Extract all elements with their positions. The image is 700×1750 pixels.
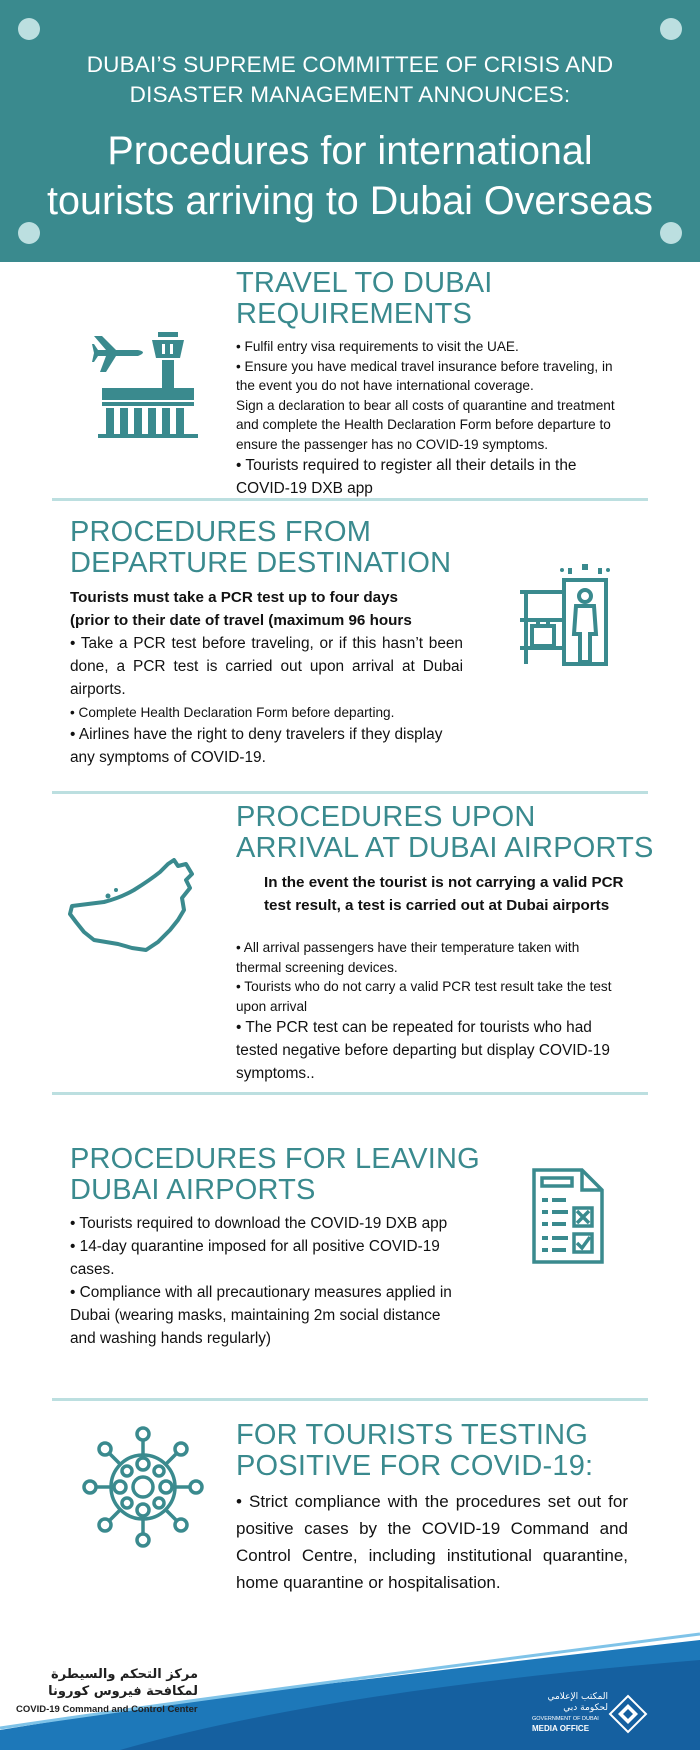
bullet: • Complete Health Declaration Form before departing. — [70, 705, 395, 720]
right-logo-english: MEDIA OFFICE — [532, 1724, 590, 1733]
right-logo-gov: GOVERNMENT OF DUBAI — [532, 1716, 599, 1722]
leaving-body — [70, 1212, 462, 1350]
section-title-positive — [236, 1420, 593, 1482]
bullet: • Tourists required to download the COVID-19 DXB app — [70, 1215, 448, 1232]
airport-tower-icon — [92, 330, 202, 438]
title-line: ARRIVAL AT DUBAI AIRPORTS — [236, 832, 654, 864]
bullet: • Airlines have the right to deny travelers if they display any symptoms of COVID-19. — [70, 725, 443, 766]
right-logo-arabic — [528, 1692, 608, 1714]
logo-line: مركز التحكم والسيطرة — [51, 1667, 198, 1682]
bullet: • Take a PCR test before traveling, or if this hasn’t been done, a PCR test is carried out upon arrival at Dubai airports. — [70, 635, 463, 698]
bullet: • Fulfil entry visa requirements to visit the UAE. — [236, 339, 519, 354]
title-line: PROCEDURES FOR LEAVING — [70, 1143, 480, 1175]
title-line: TRAVEL TO DUBAI — [236, 267, 493, 299]
title-line: REQUIREMENTS — [236, 298, 473, 330]
section-divider — [52, 498, 648, 501]
kicker-line: DISASTER MANAGEMENT ANNOUNCES: — [129, 82, 571, 107]
bullet: • All arrival passengers have their temperature taken with thermal screening devices. — [236, 940, 580, 975]
virus-icon — [80, 1424, 206, 1550]
logo-line: لمكافحة فيروس كورونا — [48, 1684, 198, 1699]
section-title-travel — [236, 268, 493, 330]
title-line: tourists arriving to Dubai Overseas — [47, 179, 653, 223]
section-title-arrival — [236, 802, 654, 864]
left-logo-arabic — [18, 1666, 198, 1700]
section-title-departure — [70, 517, 451, 579]
title-line: POSITIVE FOR COVID-19: — [236, 1450, 594, 1482]
bullet: • Tourists who do not carry a valid PCR test result take the test upon arrival — [236, 979, 612, 1014]
arrival-lead — [264, 871, 624, 917]
lead-line: Tourists must take a PCR test up to four days — [70, 589, 398, 606]
title-line: PROCEDURES UPON — [236, 801, 536, 833]
positive-body — [236, 1488, 628, 1596]
bullet: • 14-day quarantine imposed for all positive COVID-19 cases. — [70, 1238, 440, 1278]
header-banner — [0, 0, 700, 262]
bullet: • Strict compliance with the procedures set out for positive cases by the COVID-19 Command and Control Centre, including institutional quarantine, home quarantine or hospitalisation. — [236, 1492, 628, 1592]
section-title-leaving — [70, 1144, 480, 1206]
title-line: DUBAI AIRPORTS — [70, 1174, 316, 1206]
lead-text: In the event the tourist is not carrying a valid PCR test result, a test is carried out at Dubai airports — [264, 874, 624, 914]
logo-line: لحكومة دبي — [563, 1703, 608, 1713]
bullet: • The PCR test can be repeated for tourists who had tested negative before departing but display COVID-19 symptoms.. — [236, 1019, 610, 1082]
kicker-line: DUBAI’S SUPREME COMMITTEE OF CRISIS AND — [86, 52, 614, 77]
bullet: • Compliance with all precautionary measures applied in Dubai (wearing masks, maintaining 2m social distance and washing hands regularly) — [70, 1284, 452, 1347]
header-kicker — [40, 50, 660, 110]
title-line: FOR TOURISTS TESTING — [236, 1419, 589, 1451]
corner-dot — [18, 18, 40, 40]
media-office-logo-icon — [608, 1694, 648, 1734]
security-scanner-icon — [516, 562, 621, 666]
departure-body — [70, 586, 463, 769]
title-line: Procedures for international — [107, 129, 593, 173]
checklist-icon — [532, 1168, 604, 1264]
title-line: DEPARTURE DESTINATION — [70, 547, 452, 579]
corner-dot — [660, 18, 682, 40]
bullet: Sign a declaration to bear all costs of quarantine and treatment and complete the Health Declaration Form before departure to ensure the passenger has no COVID-19 symptoms. — [236, 397, 615, 452]
section-divider — [52, 1092, 648, 1095]
left-logo-english: COVID-19 Command and Control Center — [16, 1704, 198, 1715]
title-line: PROCEDURES FROM — [70, 516, 372, 548]
lead-line: (prior to their date of travel (maximum 96 hours — [70, 612, 412, 629]
section-divider — [52, 1398, 648, 1401]
arrival-body — [236, 938, 628, 1085]
page-title — [10, 126, 690, 226]
footer — [0, 1620, 700, 1750]
bullet: • Tourists required to register all their details in the COVID-19 DXB app — [236, 457, 577, 497]
bullet: • Ensure you have medical travel insurance before traveling, in the event you do not have international coverage. — [236, 358, 613, 393]
section-divider — [52, 791, 648, 794]
travel-body — [236, 337, 628, 500]
uae-map-icon — [68, 858, 194, 954]
logo-line: المكتب الإعلامي — [547, 1692, 608, 1702]
